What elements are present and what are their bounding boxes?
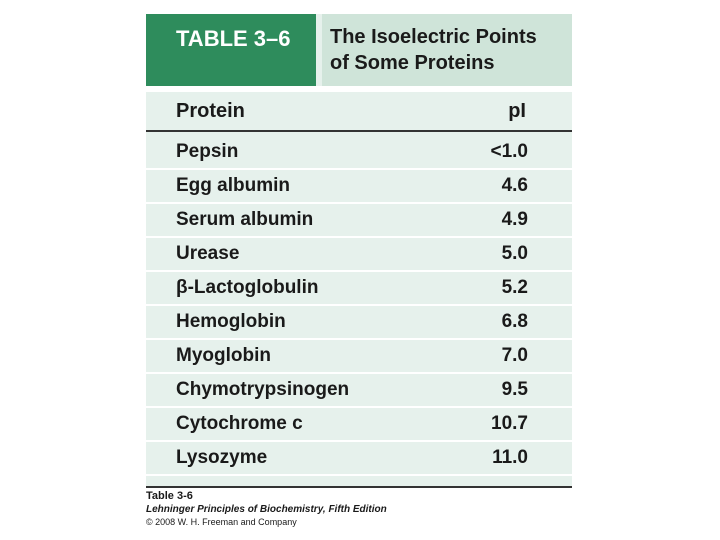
table-title-box [322, 14, 572, 86]
protein-name: Cytochrome c [176, 413, 303, 434]
column-header-protein: Protein [176, 100, 245, 122]
table-row [146, 204, 572, 238]
protein-name: Lysozyme [176, 447, 268, 468]
column-header-row [146, 92, 572, 130]
caption-copyright: © 2008 W. H. Freeman and Company [146, 517, 297, 527]
pi-value: 4.9 [501, 209, 528, 230]
pi-value: 11.0 [492, 447, 528, 468]
table-row [146, 170, 572, 204]
table-row [146, 442, 572, 476]
table-header [146, 14, 572, 86]
table-figure [146, 14, 572, 486]
protein-name: Chymotrypsinogen [176, 379, 350, 400]
column-header-pi: pI [508, 100, 526, 122]
pi-value: 9.5 [501, 379, 528, 400]
protein-name: Egg albumin [176, 175, 290, 196]
pi-value: 7.0 [501, 345, 528, 366]
pi-value: 6.8 [501, 311, 528, 332]
pi-value: 10.7 [491, 413, 528, 434]
table-row [146, 238, 572, 272]
table-row [146, 272, 572, 306]
protein-name: Urease [176, 243, 240, 264]
protein-name: Myoglobin [176, 345, 271, 366]
protein-name: β-Lactoglobulin [176, 277, 319, 298]
protein-name: Hemoglobin [176, 311, 286, 332]
table-number-box [146, 14, 316, 86]
pi-value: <1.0 [490, 141, 528, 162]
protein-name: Serum albumin [176, 209, 314, 230]
table-row [146, 408, 572, 442]
figure-caption [146, 490, 387, 529]
table-title-line1: The Isoelectric Points [330, 26, 537, 48]
header-rule [146, 130, 572, 132]
table-body [146, 136, 572, 476]
table-number: TABLE 3–6 [176, 26, 291, 51]
table-row [146, 306, 572, 340]
pi-value: 4.6 [501, 175, 528, 196]
table-row [146, 374, 572, 408]
table-row [146, 340, 572, 374]
bottom-rule [146, 486, 572, 488]
caption-book-title: Lehninger Principles of Biochemistry, Fifth Edition [146, 504, 387, 515]
table-row [146, 136, 572, 170]
pi-value: 5.0 [501, 243, 528, 264]
table-title-line2: of Some Proteins [330, 52, 495, 74]
protein-name: Pepsin [176, 141, 239, 162]
pi-value: 5.2 [501, 277, 528, 298]
caption-table-ref: Table 3-6 [146, 490, 193, 502]
